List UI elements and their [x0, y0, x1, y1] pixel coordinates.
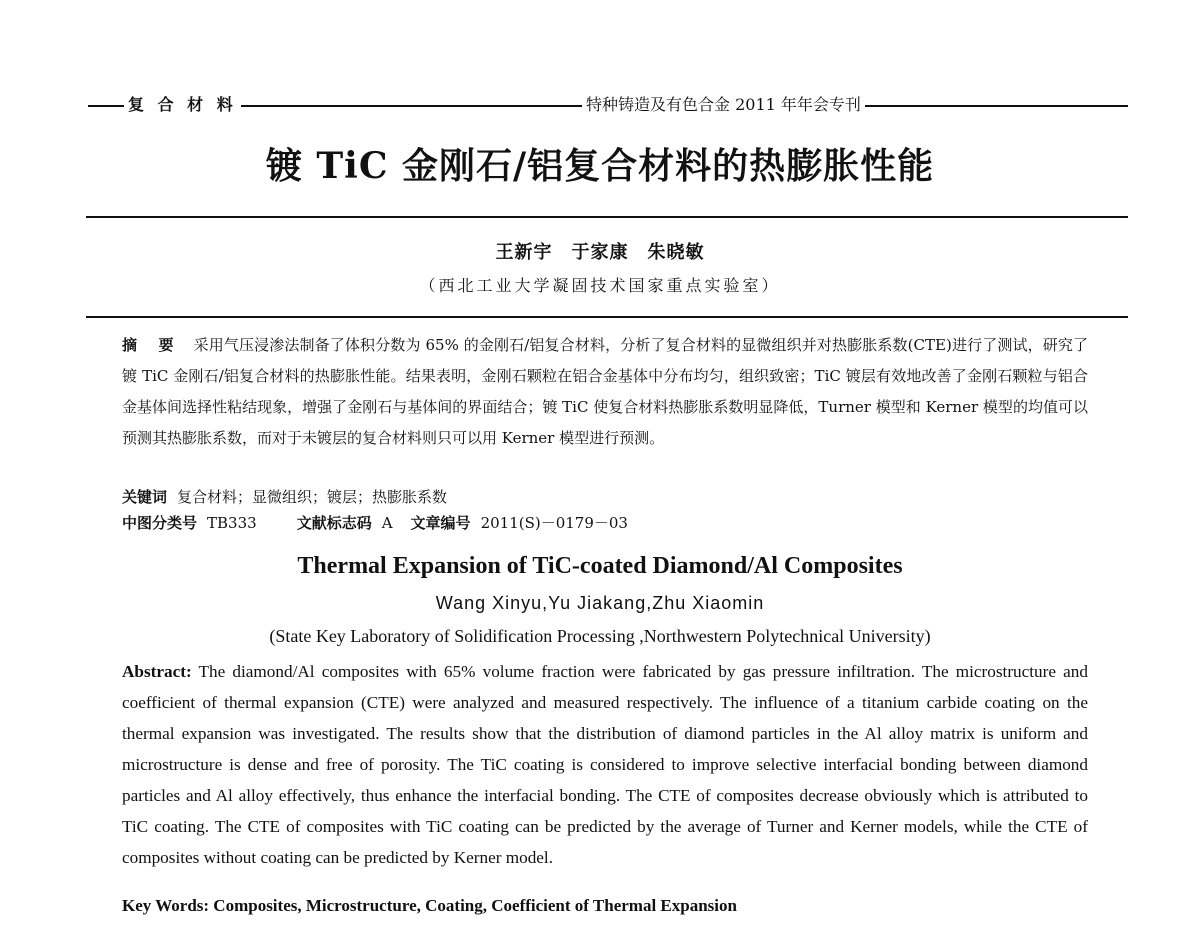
- doc-code-label: 文献标志码: [296, 514, 372, 532]
- abstract-en: [122, 656, 1088, 873]
- authors-en: Wang Xinyu,Yu Jiakang,Zhu Xiaomin: [435, 593, 765, 613]
- article-no-label: 文章编号: [410, 514, 471, 532]
- abstract-cn: [122, 330, 1088, 454]
- abstract-en-text: The diamond/Al composites with 65% volume fraction were fabricated by gas pressure infiltration. The microstructure and coefficient of thermal expansion (CTE) were analyzed and measured respectively. The influence of a titanium carbide coating on the thermal expansion was investigated. The results show that the distribution of diamond particles in the Al alloy matrix is uniform and microstructure is dense and free of porosity. The TiC coating is considered to improve selective interfacial bonding between diamond particles and Al alloy effectively, thus enhance the interfacial bonding. The CTE of composites decrease obviously which is attributed to TiC coating. The CTE of composites with TiC coating can be predicted by the average of Turner and Kerner models, while the CTE of composites without coating can be predicted by Kerner model.: [122, 662, 1088, 867]
- keywords-cn: [122, 485, 447, 509]
- keywords-cn-text: 复合材料；显微组织；镀层；热膨胀系数: [177, 488, 448, 506]
- header-journal-label: 特种铸造及有色合金 2011 年年会专刊: [582, 93, 865, 117]
- abstract-en-label: Abstract:: [122, 662, 192, 681]
- authors-cn: 王新宇 于家康 朱晓敏: [495, 242, 705, 263]
- page-title-en: Thermal Expansion of TiC-coated Diamond/Al Composites: [297, 553, 903, 579]
- clc-value: TB333: [207, 514, 257, 532]
- keywords-cn-label: 关键词: [122, 488, 168, 506]
- article-no-value: 2011(S)－0179－03: [480, 514, 628, 532]
- keywords-en: Key Words: Composites, Microstructure, Coating, Coefficient of Thermal Expansion: [122, 896, 737, 915]
- header-section-label: 复 合 材 料: [124, 93, 241, 117]
- abstract-cn-text: 采用气压浸渗法制备了体积分数为 65% 的金刚石/铝复合材料，分析了复合材料的显微组织并对热膨胀系数(CTE)进行了测试，研究了镀 TiC 金刚石/铝复合材料的热膨胀性能。结果表明，金刚石颗粒在铝合金基体中分布均匀，组织致密；TiC 镀层有效地改善了金刚石颗粒与铝合金基体间选择性粘结现象，增强了金刚石与基体间的界面结合；镀 TiC 使复合材料热膨胀系数明显降低，Turner 模型和 Kerner 模型的均值可以预测其热膨胀系数，而对于未镀层的复合材料则只可以用 Kerner 模型进行预测。: [122, 336, 1088, 447]
- title-rule: [86, 216, 1128, 218]
- abstract-cn-label: 摘 要: [122, 336, 182, 354]
- affiliation-rule: [86, 316, 1128, 318]
- clc-label: 中图分类号: [122, 514, 198, 532]
- classification-line: [122, 511, 628, 535]
- running-header: [88, 93, 1128, 117]
- doc-code-value: A: [381, 514, 393, 532]
- affiliation-cn: （西北工业大学凝固技术国家重点实验室）: [419, 276, 781, 295]
- page-title-cn: 镀 TiC 金刚石/铝复合材料的热膨胀性能: [265, 145, 935, 187]
- affiliation-en: (State Key Laboratory of Solidification Processing ,Northwestern Polytechnical University): [269, 626, 931, 646]
